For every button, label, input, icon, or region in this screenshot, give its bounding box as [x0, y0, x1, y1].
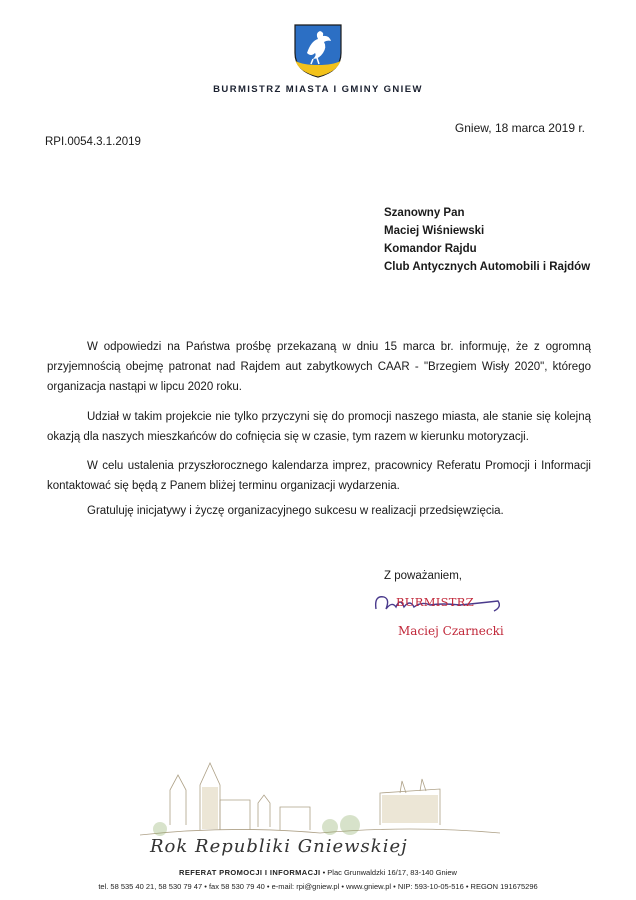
signature-title: BURMISTRZ [396, 595, 475, 609]
addressee-salutation: Szanowny Pan [384, 207, 465, 219]
body-paragraph-2: Udział w takim projekcie nie tylko przyczyni się do promocji naszego miasta, ale stanie się kolejną okazją dla naszych mieszkańców do cofnięcia się w czasie, tym razem w kierunku motoryzacji. [47, 411, 591, 443]
date-line: Gniew, 18 marca 2019 r. [454, 121, 585, 135]
closing-phrase: Z poważaniem, [384, 570, 462, 582]
footer-contacts: tel. 58 535 40 21, 58 530 79 47 • fax 58 530 79 40 • e-mail: rpi@gniew.pl • www.gniew.pl • NIP: 593-10-05-516 • REGON 191675296 [98, 882, 538, 891]
addressee-name: Maciej Wiśniewski [384, 225, 485, 237]
body-paragraph-1: W odpowiedzi na Państwa prośbę przekazaną w dniu 15 marca br. informuję, że z ogromną przyjemnością obejmę patronat nad Rajdem aut zabytkowych CAAR - "Brzegiem Wisły 2020", którego organizacja nastąpi w lipcu 2020 roku. [47, 341, 591, 393]
addressee-organization: Club Antycznych Automobili i Rajdów [384, 261, 591, 273]
addressee-role: Komandor Rajdu [384, 243, 477, 255]
body-paragraph-3: W celu ustalenia przyszłorocznego kalendarza imprez, pracownicy Referatu Promocji i Informacji kontaktować się będą z Panem bliżej terminu organizacji wydarzenia. [47, 460, 591, 492]
letterhead-authority: BURMISTRZ MIASTA I GMINY GNIEW [213, 84, 423, 95]
reference-number: RPI.0054.3.1.2019 [45, 136, 141, 148]
footer-department-line [0, 868, 636, 877]
footer-motto: Rok Republiki Gniewskiej [150, 836, 408, 857]
eagle-coat-of-arms-icon [293, 23, 343, 78]
body-paragraph-4: Gratuluję inicjatywy i życzę organizacyjnego sukcesu w realizacji przedsięwzięcia. [87, 505, 504, 517]
footer-department: REFERAT PROMOCJI I INFORMACJI [179, 868, 321, 877]
footer-address: • Plac Grunwaldzki 16/17, 83-140 Gniew [320, 868, 457, 877]
signature-name: Maciej Czarnecki [398, 624, 504, 638]
addressee-block [384, 204, 590, 276]
